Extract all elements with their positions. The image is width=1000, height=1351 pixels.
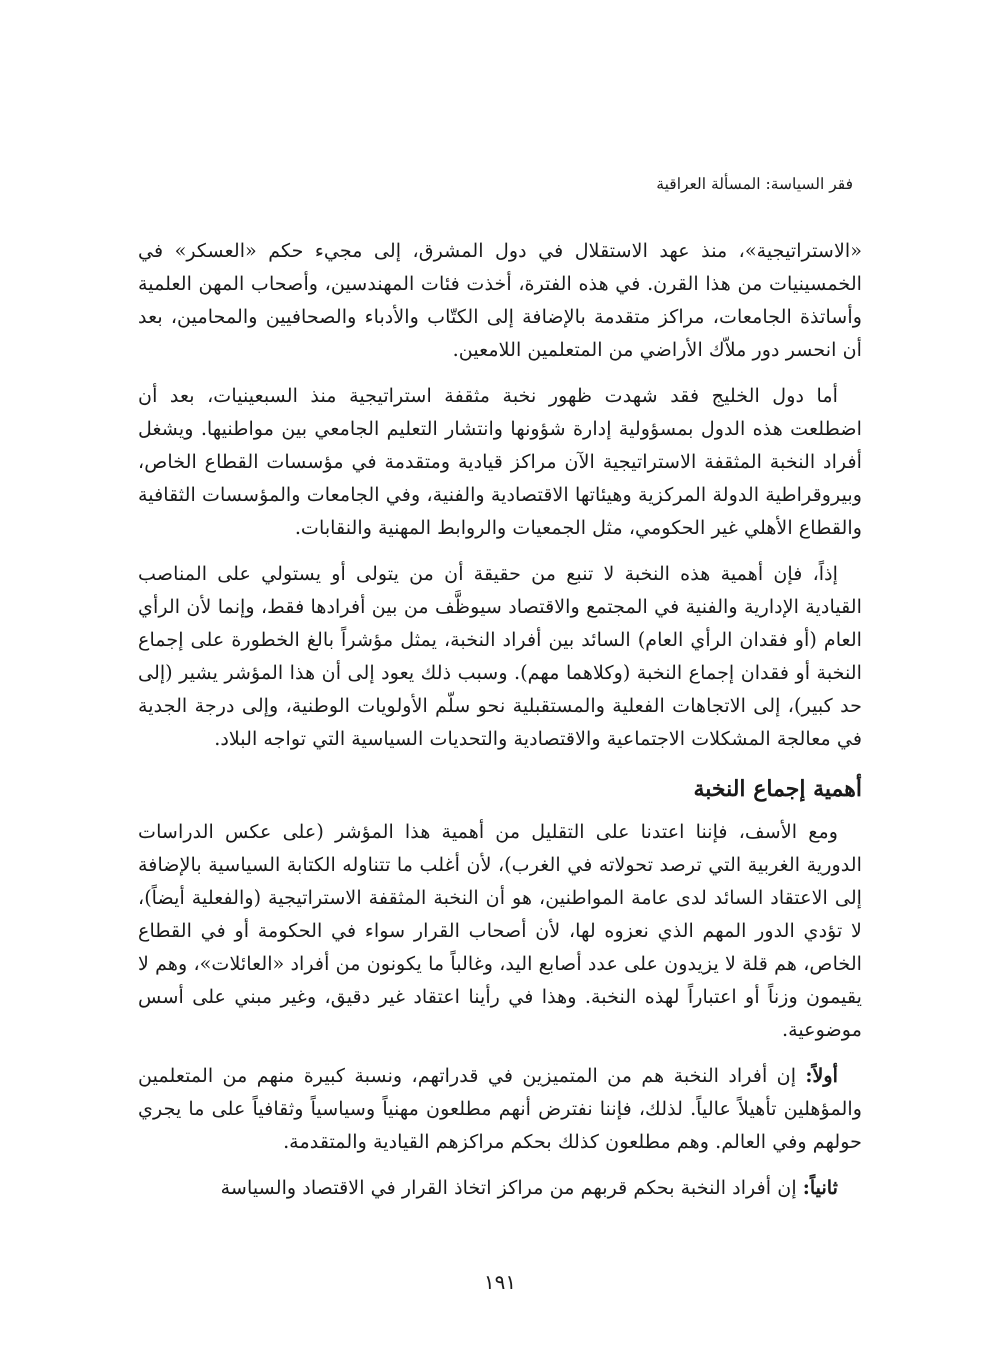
point-one-text: إن أفراد النخبة هم من المتميزين في قدراتهم، ونسبة كبيرة منهم من المتعلمين والمؤهلين تأهيلاً عالياً. لذلك، فإننا نفترض أنهم مطلعون مهنياً وسياسياً وثقافياً على ما يجري حولهم وفي العالم. وهم مطلعون كذلك بحكم مراكزهم القيادية والمتقدمة.	[138, 1064, 862, 1153]
paragraph-2: أما دول الخليج فقد شهدت ظهور نخبة مثقفة استراتيجية منذ السبعينيات، بعد أن اضطلعت هذه الدول بمسؤولية إدارة شؤونها وانتشار التعليم الجامعي بين مواطنيها. ويشغل أفراد النخبة المثقفة الاستراتيجية الآن مراكز قيادية ومتقدمة في مؤسسات القطاع الخاص، وبيروقراطية الدولة المركزية وهيئاتها الاقتصادية والفنية، وفي الجامعات والمؤسسات الثقافية والقطاع الأهلي غير الحكومي، مثل الجمعيات والروابط المهنية والنقابات.	[138, 384, 862, 539]
paragraph-3: إذاً، فإن أهمية هذه النخبة لا تنبع من حقيقة أن من يتولى أو يستولي على المناصب القيادية الإدارية والفنية في المجتمع والاقتصاد سيوظَّف من بين أفرادها فقط، وإنما لأن الرأي العام (أو فقدان الرأي العام) السائد بين أفراد النخبة، يمثل مؤشراً بالغ الخطورة على إجماع النخبة أو فقدان إجماع النخبة (وكلاهما مهم). وسبب ذلك يعود إلى أن هذا المؤشر يشير (إلى حد كبير)، إلى الاتجاهات الفعلية والمستقبلية نحو سلّم الأولويات الوطنية، وإلى درجة الجدية في معالجة المشكلات الاجتماعية والاقتصادية والتحديات السياسية التي تواجه البلاد.	[138, 562, 862, 750]
paragraph-1: «الاستراتيجية»، منذ عهد الاستقلال في دول المشرق، إلى مجيء حكم «العسكر» في الخمسينيات من هذا القرن. في هذه الفترة، أخذت فئات المهندسين، وأصحاب المهن العلمية وأساتذة الجامعات، مراكز متقدمة بالإضافة إلى الكتّاب والأدباء والصحافيين والمحامين، بعد أن انحسر دور ملاّك الأراضي من المتعلمين اللامعين.	[138, 239, 862, 361]
paragraph-5	[138, 1059, 862, 1158]
point-two-text: إن أفراد النخبة بحكم قربهم من مراكز اتخاذ القرار في الاقتصاد والسياسة	[220, 1176, 803, 1199]
paragraph-6	[138, 1171, 862, 1204]
paragraph-4: ومع الأسف، فإننا اعتدنا على التقليل من أهمية هذا المؤشر (على عكس الدراسات الدورية الغربية التي ترصد تحولاته في الغرب)، لأن أغلب ما تتناوله الكتابة السياسية بالإضافة إلى الاعتقاد السائد لدى عامة المواطنين، هو أن النخبة المثقفة الاستراتيجية (والفعلية أيضاً)، لا تؤدي الدور المهم الذي نعزوه لها، لأن أصحاب القرار سواء في الحكومة أو في القطاع الخاص، هم قلة لا يزيدون على عدد أصابع اليد، وغالباً ما يكونون من أفراد «العائلات»، وهم لا يقيمون وزناً أو اعتباراً لهذه النخبة. وهذا في رأينا اعتقاد غير دقيق، وغير مبني على أسس موضوعية.	[138, 820, 862, 1041]
page-number: ١٩١	[483, 1270, 517, 1294]
section-heading: أهمية إجماع النخبة	[693, 776, 862, 802]
running-header: فقر السياسة: المسألة العراقية	[656, 175, 853, 193]
point-two-label: ثانياً:	[802, 1176, 838, 1199]
point-one-label: أولاً:	[805, 1064, 838, 1087]
body-text	[138, 234, 862, 1204]
